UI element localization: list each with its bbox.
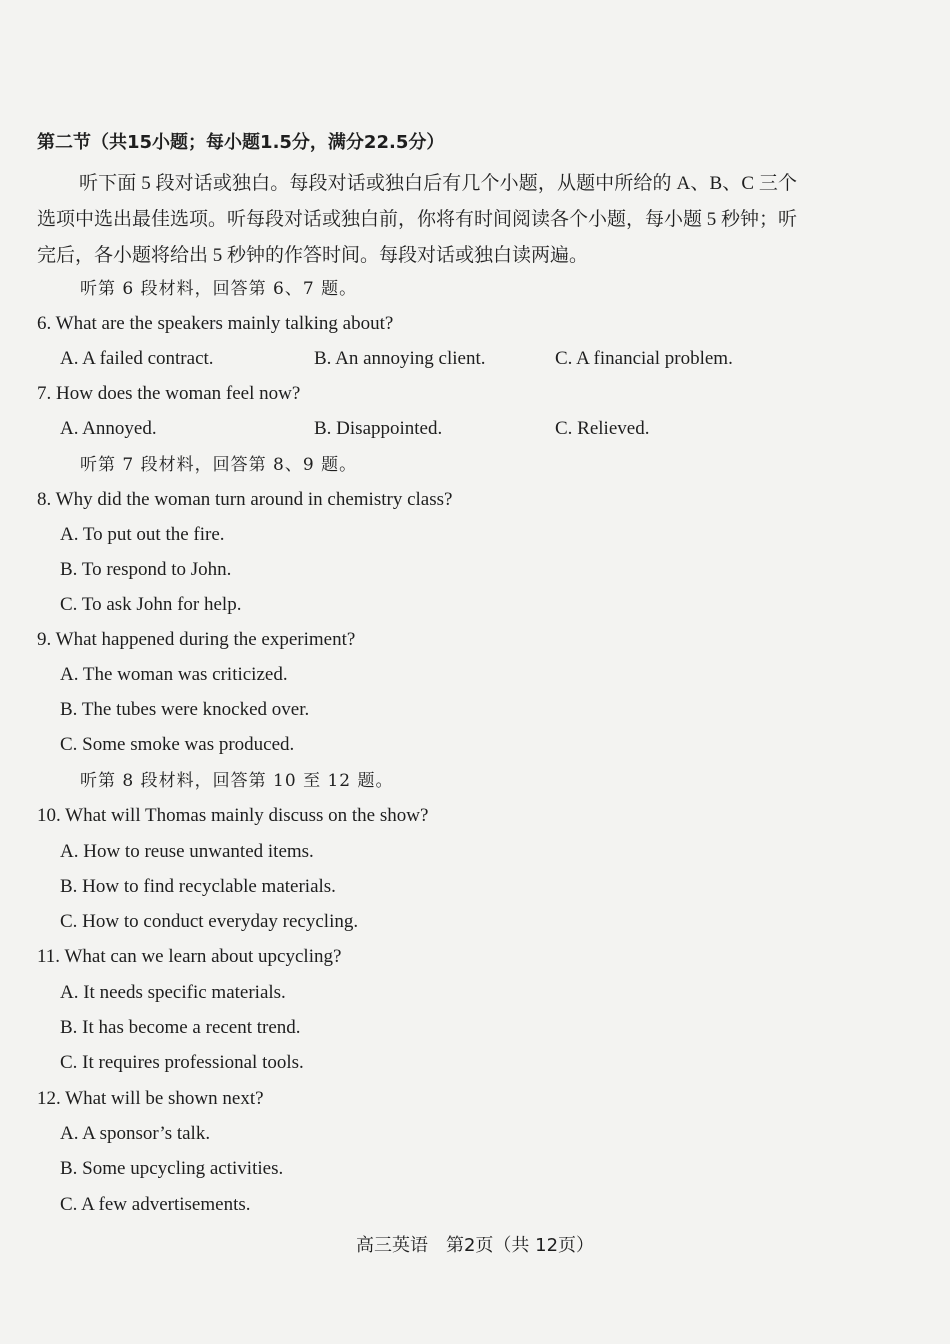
- question-8-stem: 8. Why did the woman turn around in chemistry class?: [37, 489, 453, 510]
- section-heading: 第二节（共15小题；每小题1.5分，满分22.5分）: [37, 132, 445, 153]
- question-12-option-a: A. A sponsor’s talk.: [60, 1123, 211, 1144]
- question-7-option-a: A. Annoyed.: [60, 418, 157, 439]
- question-9-option-b: B. The tubes were knocked over.: [60, 699, 310, 720]
- question-10-stem: 10. What will Thomas mainly discuss on the show?: [37, 805, 429, 826]
- question-8-option-b: B. To respond to John.: [60, 559, 232, 580]
- question-6-option-c: C. A financial problem.: [555, 348, 733, 369]
- question-6-option-a: A. A failed contract.: [60, 348, 214, 369]
- question-6-option-b: B. An annoying client.: [314, 348, 486, 369]
- question-11-stem: 11. What can we learn about upcycling?: [37, 946, 342, 967]
- question-8-option-c: C. To ask John for help.: [60, 594, 242, 615]
- question-12-stem: 12. What will be shown next?: [37, 1088, 264, 1109]
- question-10-option-a: A. How to reuse unwanted items.: [60, 841, 314, 862]
- question-9-option-c: C. Some smoke was produced.: [60, 734, 295, 755]
- question-10-option-b: B. How to find recyclable materials.: [60, 876, 336, 897]
- question-9-option-a: A. The woman was criticized.: [60, 664, 288, 685]
- question-10-option-c: C. How to conduct everyday recycling.: [60, 911, 359, 932]
- question-7-option-c: C. Relieved.: [555, 418, 650, 439]
- question-7-stem: 7. How does the woman feel now?: [37, 383, 301, 404]
- section-instructions: [37, 166, 797, 274]
- question-11-option-a: A. It needs specific materials.: [60, 982, 286, 1003]
- directive-part-7: 听第 7 段材料，回答第 8、9 题。: [80, 455, 358, 475]
- question-11-option-b: B. It has become a recent trend.: [60, 1017, 301, 1038]
- question-9-stem: 9. What happened during the experiment?: [37, 629, 356, 650]
- instructions-text: 听下面 5 段对话或独白。每段对话或独白后有几个小题，从题中所给的 A、B、C 三个选项中选出最佳选项。听每段对话或独白前，你将有时间阅读各个小题，每小题 5 秒钟；听完后，各小题将给出 5 秒钟的作答时间。每段对话或独白读两遍。: [37, 173, 798, 266]
- question-8-option-a: A. To put out the fire.: [60, 524, 225, 545]
- question-12-option-b: B. Some upcycling activities.: [60, 1158, 284, 1179]
- page-footer: 高三英语 第2页（共 12页）: [355, 1235, 595, 1256]
- question-12-option-c: C. A few advertisements.: [60, 1194, 251, 1215]
- directive-part-6: 听第 6 段材料，回答第 6、7 题。: [80, 279, 358, 299]
- question-6-stem: 6. What are the speakers mainly talking about?: [37, 313, 394, 334]
- question-7-option-b: B. Disappointed.: [314, 418, 443, 439]
- directive-part-8: 听第 8 段材料，回答第 10 至 12 题。: [80, 771, 394, 791]
- question-11-option-c: C. It requires professional tools.: [60, 1052, 304, 1073]
